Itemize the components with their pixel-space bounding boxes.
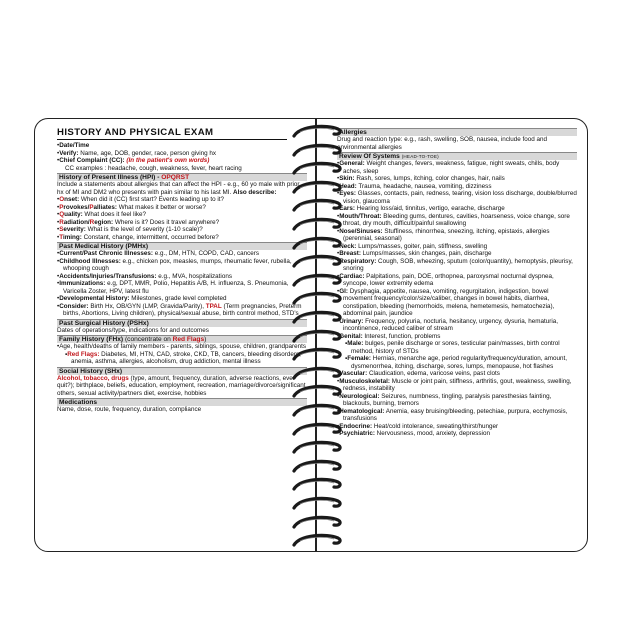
list-item: • Timing: Constant, change, intermittent, occurred before? <box>57 234 307 242</box>
list-item: • Current/Past Chronic Illnesses: e.g., DM, HTN, COPD, CAD, cancers <box>57 250 307 258</box>
list-item: • Urinary: Frequency, polyuria, nocturia, hesitancy, urgency, dysuria, hematuria, incontinence, reduced caliber of stream <box>337 318 577 333</box>
list-item: • Eyes: Glasses, contacts, pain, redness, tearing, vision loss discharge, double/blurred vision, glaucoma <box>337 190 577 205</box>
list-item: • Cardiac: Palpitations, pain, DOE, orthopnea, paroxysmal nocturnal dyspnea, syncope, lower extremity edema <box>337 273 577 288</box>
spiral-coil <box>286 291 346 309</box>
list-item: • Chief Complaint (CC): (In the patient's own words) <box>57 157 307 165</box>
list-item: • Severity: What is the level of severity (1-10 scale)? <box>57 226 307 234</box>
psh-text: Dates of operations/type, indications for and outcomes <box>57 326 209 334</box>
fh-list <box>57 343 307 366</box>
list-item: • Provokes/Palliates: What makes it better or worse? <box>57 204 307 212</box>
list-item: • Radiation/Region: Where is it? Does it travel anywhere? <box>57 219 307 227</box>
list-item: ▪ Red Flags: Diabetes, MI, HTN, CAD, stroke, CKD, TB, cancers, bleeding disorders, anemia, asthma, allergies, alcoholism, drug addiction, mental illness <box>57 351 307 366</box>
list-item: • Date/Time <box>57 142 307 150</box>
spiral-coil <box>286 124 346 142</box>
list-item: • Consider: Birth Hx, OB/GYN (LMP, Gravida/Parity), TPAL (Term pregnancies, Preterm births, Abortions, Living children), physical/sexual abuse, birth control method, STD's <box>57 303 307 318</box>
spiral-coil <box>286 533 346 551</box>
list-item: • Neck: Lumps/masses, goiter, pain, stiffness, swelling <box>337 243 577 251</box>
spiral-binding <box>286 118 346 552</box>
spiral-coil <box>286 273 346 291</box>
spiral-coil <box>286 515 346 533</box>
section-header-pmh: Past Medical History (PMHx) <box>57 242 307 250</box>
left-page <box>34 118 316 552</box>
spiral-coil <box>286 496 346 514</box>
section-header-ros: Review Of Systems (HEAD-TO-TOE) <box>337 152 577 160</box>
spiral-coil <box>286 366 346 384</box>
list-item: • Psychiatric: Nervousness, mood, anxiety, depression <box>337 430 577 438</box>
list-item: • Genital: Interest, function, problems <box>337 333 577 341</box>
page-title: HISTORY AND PHYSICAL EXAM <box>57 127 287 140</box>
list-item: • General: Weight changes, fevers, weakness, fatigue, night sweats, chills, body aches, sleep <box>337 160 577 175</box>
list-item: • Skin: Rash, sores, lumps, itching, color changes, hair, nails <box>337 175 577 183</box>
list-item: • Mouth/Throat: Bleeding gums, dentures, cavities, hoarseness, voice change, sore throat, dry mouth, difficult/painful swallowing <box>337 213 577 228</box>
section-header-hpi: History of Present Illness (HPI) - OPQRST <box>57 173 307 181</box>
spiral-coil <box>286 236 346 254</box>
list-item: ▪ Male: bulges, penile discharge or sores, testicular pain/masses, birth control method, history of STDs <box>337 340 577 355</box>
list-item: • Hematological: Anemia, easy bruising/bleeding, petechiae, purpura, ecchymosis, transfusions <box>337 408 577 423</box>
hpi-list <box>57 196 307 241</box>
list-item: • Age, health/deaths of family members - parents, siblings, spouse, children, grandparents <box>57 343 307 351</box>
spiral-coil <box>286 254 346 272</box>
list-item: • Nose/Sinuses: Stuffiness, rhinorrhea, sneezing, itching, epistaxis, allergies (perennial, seasonal) <box>337 228 577 243</box>
hpi-intro: Include a statements about allergies that can affect the HPI - e.g., 60 yo male with prior hx of MI and DM2 who presents with pain similar to his last MI. Also describe: <box>57 181 300 196</box>
list-item: • Endocrine: Heat/cold intolerance, sweating/thirst/hunger <box>337 423 577 431</box>
spiral-coil <box>286 459 346 477</box>
section-header-fh: Family History (FHx) (concentrate on Red Flags) <box>57 335 307 343</box>
section-header-psh: Past Surgical History (PSHx) <box>57 319 307 327</box>
list-item: • Head: Trauma, headache, nausea, vomiting, dizziness <box>337 183 577 191</box>
cc-example: CC examples : headache, cough, weakness, fever, heart racing <box>65 164 242 172</box>
spiral-coil <box>286 384 346 402</box>
meds-text: Name, dose, route, frequency, duration, compliance <box>57 406 202 413</box>
spiral-coil <box>286 310 346 328</box>
list-item: • GI: Dysphagia, appetite, nausea, vomiting, regurgitation, indigestion, bowel movement frequency/color/size/caliber, changes in bowel habits, diarrhea, constipation, bleeding (hemorrhoids, melena, hemetemesis, hematochezia), abdominal pain, jaundice <box>337 288 577 318</box>
list-item: • Vascular: Claudication, edema, varicose veins, past clots <box>337 370 577 378</box>
spiral-coil <box>286 143 346 161</box>
spiral-coil <box>286 329 346 347</box>
spiral-coil <box>286 477 346 495</box>
spiral-coil <box>286 161 346 179</box>
spiral-coil <box>286 180 346 198</box>
section-header-sh: Social History (SHx) <box>57 367 307 375</box>
list-item: • Ears: Hearing loss/aid, tinnitus, vertigo, earache, discharge <box>337 205 577 213</box>
section-header-allergies: Allergies <box>337 128 577 136</box>
list-item: • Immunizations: e.g, DPT, MMR, Polio, Hepatitis A/B, H. influenza, S. Pneumonia, Varicella Zoster, HPV, latest flu <box>57 280 307 295</box>
spiral-coil <box>286 403 346 421</box>
pmh-list <box>57 250 307 318</box>
list-item: • Accidents/Injuries/Transfusions: e.g., MVA, hospitalizations <box>57 273 307 281</box>
list-item: • Respiratory: Cough, SOB, wheezing, sputum (color/quantity), hemoptysis, pleurisy, snoring <box>337 258 577 273</box>
list-item: • Childhood Illnesses: e.g., chicken pox, measles, mumps, rheumatic fever, rubella, whooping cough <box>57 258 307 273</box>
spiral-coil <box>286 198 346 216</box>
top-items-list <box>57 142 307 165</box>
list-item: • Onset: When did it (CC) first start? Events leading up to it? <box>57 196 307 204</box>
ros-list <box>337 160 577 438</box>
list-item: • Developmental History: Milestones, grade level completed <box>57 295 307 303</box>
list-item: ▪ Female: Hernias, menarche age, period regularity/frequency/duration, amount, dysmenorrhea, itching, discharge, sores, lumps, menopause, hot flashes <box>337 355 577 370</box>
right-page <box>316 118 588 552</box>
list-item: • Quality: What does it feel like? <box>57 211 307 219</box>
section-header-meds: Medications <box>57 398 307 406</box>
list-item: • Verify: Name, age, DOB, gender, race, person giving hx <box>57 150 307 158</box>
allergies-text: Drug and reaction type: e.g., rash, swelling, SOB, nausea, include food and environmental allergies <box>337 136 548 151</box>
spiral-coil <box>286 347 346 365</box>
list-item: • Musculoskeletal: Muscle or joint pain, stiffness, arthritis, gout, weakness, swelling, redness, instability <box>337 378 577 393</box>
spiral-coil <box>286 217 346 235</box>
spiral-coil <box>286 422 346 440</box>
list-item: • Neurological: Seizures, numbness, tingling, paralysis paresthesias fainting, blackouts, burning, tremors <box>337 393 577 408</box>
sh-text: Alcohol, tobacco, drugs (type, amount, frequency, duration, adverse reactions, ever quit?); birthplace, beliefs, education, employment, recreation, marriage/divorce/significant others, sexual activity/partners diet, exercise, hobbies <box>57 374 306 397</box>
list-item: • Breast: Lumps/masses, skin changes, pain, discharge <box>337 250 577 258</box>
spiral-coil <box>286 440 346 458</box>
